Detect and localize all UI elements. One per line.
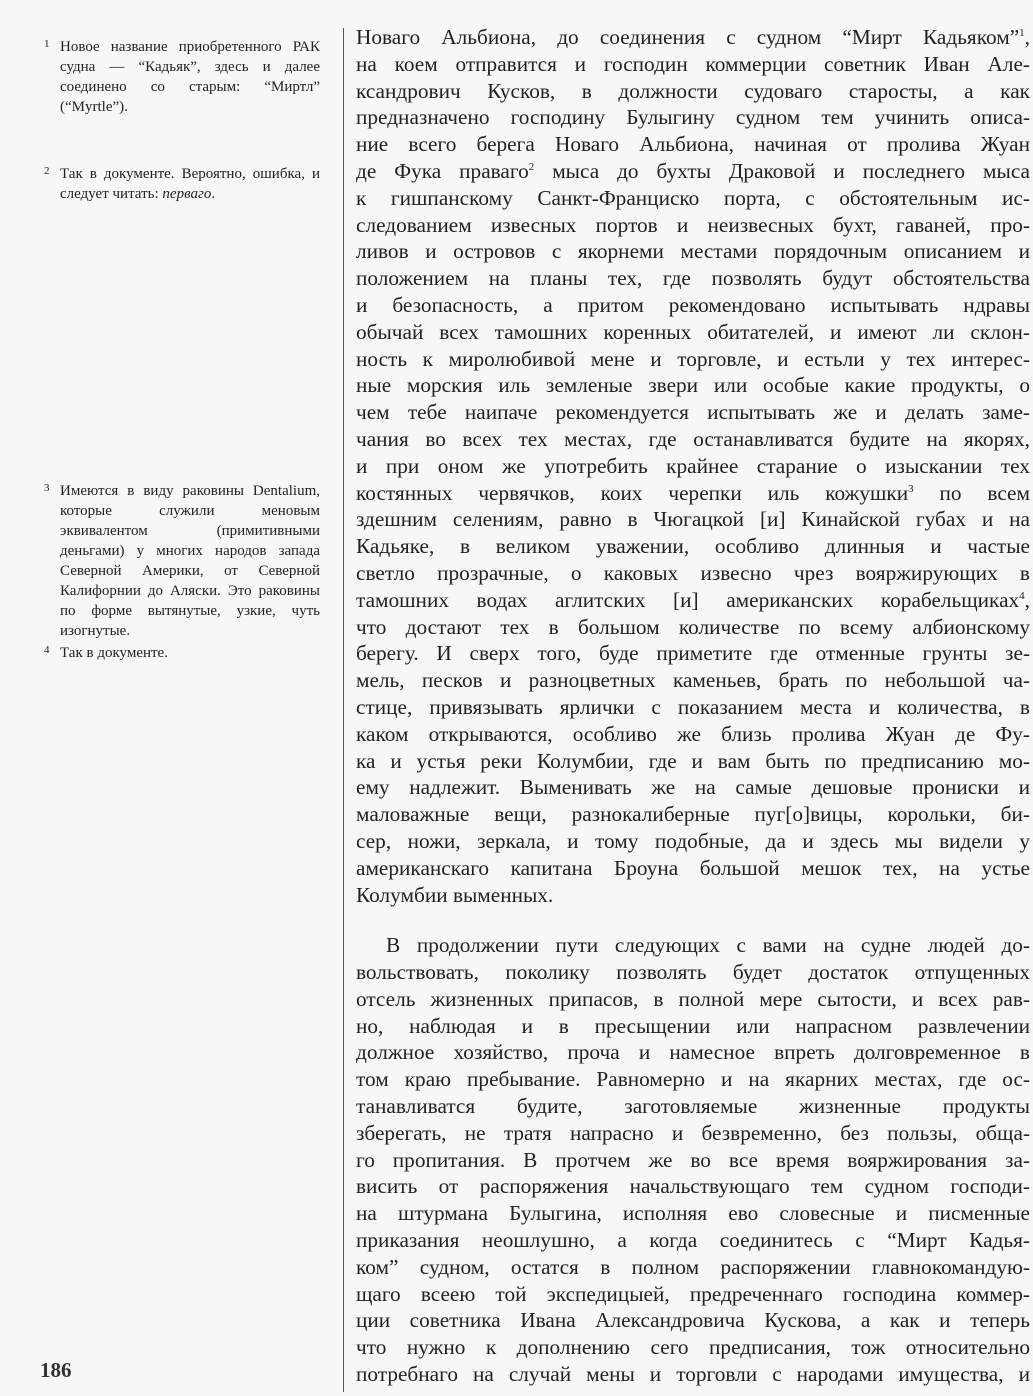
text-line: что нужно к дополнению сего предписания, тож относительно bbox=[356, 1335, 1030, 1360]
footnote-marker: 3 bbox=[908, 482, 914, 495]
text-line: и при оном же употребить крайнее старание о изыскании тех bbox=[356, 453, 1030, 478]
footnote-number: 2 bbox=[44, 165, 50, 177]
text-line: танавливатся будите, заготовляемые жизненные продукты bbox=[356, 1094, 1030, 1119]
text-line: ность к миролюбивой мене и торговле, и естьли у тех интерес- bbox=[356, 346, 1030, 371]
footnote-2 bbox=[44, 164, 320, 204]
footnote-text: Так в документе. bbox=[60, 645, 168, 661]
footnote-marker: 4 bbox=[1019, 589, 1025, 602]
text-line: что достают тех в большом количестве по всему албионскому bbox=[356, 614, 1030, 639]
text-line: потребнаго на случай мены и торговли с народами имущества, и bbox=[356, 1362, 1030, 1387]
footnote-italic-word: перваго bbox=[162, 186, 212, 202]
text-line: отсель жизненных припасов, в полной мере сытости, и всех рав- bbox=[356, 986, 1030, 1011]
text-line: ксандрович Кусков, в должности судоваго старосты, а как bbox=[356, 78, 1030, 103]
footnote-4 bbox=[44, 643, 320, 663]
text-line: на коем отправится и господин коммерции советник Иван Але- bbox=[356, 51, 1030, 76]
text-line: ливов и островов с якорнеми местами порядочным описанием и bbox=[356, 239, 1030, 264]
text-line: приказания неошлушно, а когда соединитесь с “Мирт Кадья- bbox=[356, 1228, 1030, 1253]
footnote-number: 3 bbox=[44, 482, 50, 494]
text-line: Новаго Альбиона, до соединения с судном “Мирт Кадьяком”$^1$, bbox=[356, 25, 1030, 49]
footnote-number: 4 bbox=[44, 644, 50, 656]
text-line: вольствовать, поколику позволять будет достаток отпущенных bbox=[356, 960, 1030, 985]
text-line: чем тебе наипаче рекомендуется испытывать же и делать заме- bbox=[356, 400, 1030, 425]
footnote-marker: 1 bbox=[1019, 27, 1025, 39]
footnote-marker: 2 bbox=[528, 160, 535, 173]
footnote-text bbox=[60, 164, 320, 204]
text-line: ему надлежит. Выменивать же на самые дешовые прониски и bbox=[356, 775, 1030, 800]
text-line: должное хозяйство, проча и намесное впреть долговременное в bbox=[356, 1040, 1030, 1065]
text-line: на штурмана Булыгина, исполняя ево словесные и писменные bbox=[356, 1201, 1030, 1226]
text-line: ные морския иль земленые звери или особые какие продукты, о bbox=[356, 373, 1030, 398]
footnote-number: 1 bbox=[44, 38, 50, 50]
text-line: го пропитания. В протчем же во все время вояржирования за- bbox=[356, 1147, 1030, 1172]
footnote-1 bbox=[44, 37, 320, 117]
footnote-text-part: Так в документе. Вероятно, ошибка, и следует читать: bbox=[60, 166, 320, 202]
text-line: щаго всеею той экспедицыей, предреченнаго господина коммер- bbox=[356, 1281, 1030, 1306]
text-line: маловажные вещи, разнокалиберные пуг[о]вицы, корольки, би- bbox=[356, 802, 1030, 827]
text-line: и безопасность, а притом рекомендовано испытывать ндравы bbox=[356, 292, 1030, 317]
footnote-text: Имеются в виду раковины Dentalium, которые служили меновым эквивалентом (примитивными деньгами) у многих народов запада Северной Америки, от Северной Калифорнии до Аляски. Это раковины по форме вытянутые, узкие, чуть изогнутые. bbox=[60, 483, 320, 639]
footnote-text: Новое название приобретенного РАК судна — “Кадьяк”, здесь и далее соединено со старым: “Миртл” (“Myrtle”). bbox=[60, 39, 320, 115]
text-line: стице, привязывать ярлички с показанием места и количества, в bbox=[356, 694, 1030, 719]
text-line: но, наблюдая и в пресыщении или напрасном развлечении bbox=[356, 1013, 1030, 1038]
footnote-3 bbox=[44, 481, 320, 641]
text-line: сер, ножи, зеркала, и тому подобные, да и здесь мы видели у bbox=[356, 828, 1030, 853]
text-line: следованием извесных портов и неизвесных бухт, гаваней, про- bbox=[356, 212, 1030, 237]
text-line: американскаго капитана Броуна большой мешок тех, на устье bbox=[356, 855, 1030, 880]
text-line: Кадьяке, в великом уважении, особливо длинныя и частые bbox=[356, 534, 1030, 559]
column-divider bbox=[343, 28, 344, 1392]
text-line: обычай всех тамошних коренных обитателей, и имеют ли склон- bbox=[356, 319, 1030, 344]
main-text bbox=[356, 24, 1030, 1388]
text-line: висить от распоряжения начальствующаго тем судном господи- bbox=[356, 1174, 1030, 1199]
text-line: костянных червячков, коих черепки иль кожушки$^3$ по всем bbox=[356, 480, 1030, 505]
text-line: мель, песков и разноцветных каменьев, брать по небольшой ча- bbox=[356, 668, 1030, 693]
text-line: Колумбии выменных. bbox=[356, 882, 554, 907]
text-line: ние всего берега Новаго Альбиона, начиная от пролива Жуан bbox=[356, 132, 1030, 157]
text-line: зберегать, не тратя напрасно и безвременно, без пользы, обща- bbox=[356, 1120, 1030, 1145]
text-line: к гишпанскому Санкт-Франциско порта, с обстоятельным ис- bbox=[356, 185, 1030, 210]
page-number: 186 bbox=[40, 1358, 72, 1382]
text-line: положением на планы тех, где позволять будут обстоятельства bbox=[356, 266, 1030, 291]
text-line: В продолжении пути следующих с вами на судне людей до- bbox=[386, 933, 1030, 958]
text-line: ком” судном, остатся в полном распоряжении главнокомандую- bbox=[356, 1254, 1030, 1279]
text-line: предназначено господину Булыгину судном тем учинить описа- bbox=[356, 105, 1030, 130]
text-line: здешним селениям, равно в Чюгацкой [и] Кинайской губах и на bbox=[356, 507, 1030, 532]
text-line: том краю пребывание. Равномерно и на якарних местах, где ос- bbox=[356, 1067, 1030, 1092]
text-line: ка и устья реки Колумбии, где и вам быть по предписанию мо- bbox=[356, 748, 1030, 773]
text-line: ции советника Ивана Александровича Кускова, а как и теперь bbox=[356, 1308, 1030, 1333]
text-line: чания во всех тех местах, где останавливатся будите на якорях, bbox=[356, 426, 1030, 451]
footnote-text-end: . bbox=[211, 186, 216, 202]
text-line: берегу. И сверх того, буде приметите где отменные грунты зе- bbox=[356, 641, 1030, 666]
text-line: светло прозрачные, о каковых извесно чрез вояржирующих в bbox=[356, 560, 1030, 585]
text-line: тамошних водах аглитских [и] американских корабельщиках$^4$, bbox=[356, 587, 1030, 612]
text-line: каком открываются, особливо же близь пролива Жуан де Фу- bbox=[356, 721, 1030, 746]
text-line: де Фука праваго$^2$ мыса до бухты Драковой и последнего мыса bbox=[356, 158, 1030, 183]
